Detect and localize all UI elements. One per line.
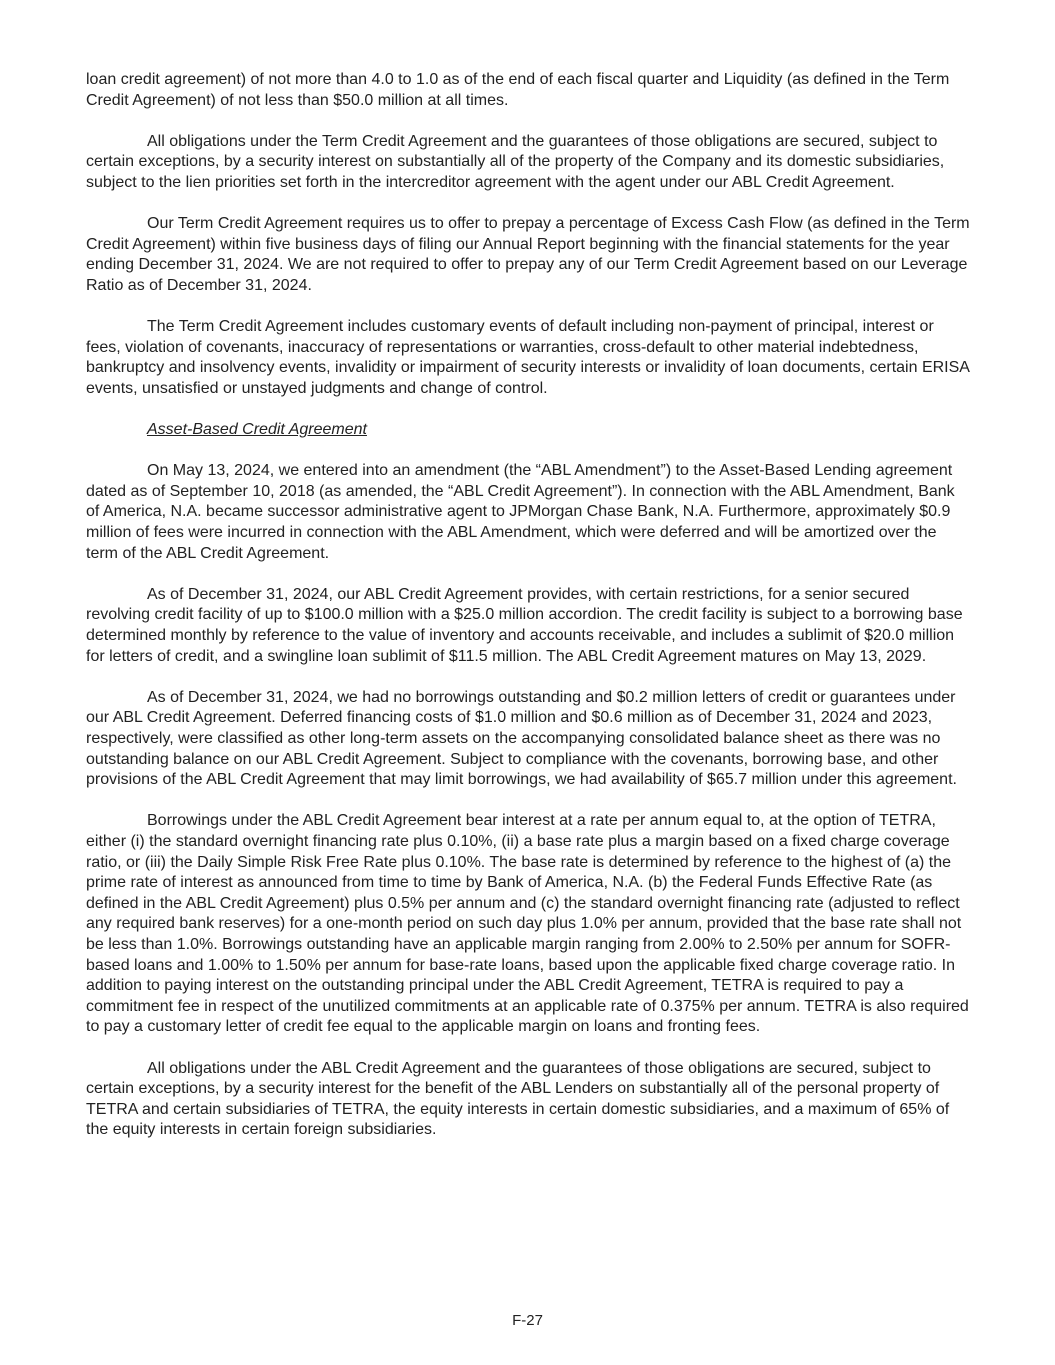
paragraph-term-covenants: loan credit agreement) of not more than 4.0 to 1.0 as of the end of each fiscal quarter and Liquidity (as defined in the Term Credit Agreement) of not less than $50.0 million at all times. — [86, 71, 950, 109]
paragraph-term-obligations-secured: All obligations under the Term Credit Agreement and the guarantees of those obligations are secured, subject to certain exceptions, by a security interest on substantially all of the property of the Company and its domestic subsidiaries, subject to the lien priorities set forth in the intercreditor agreement with the agent under our ABL Credit Agreement. — [86, 132, 945, 191]
paragraph-events-of-default: The Term Credit Agreement includes customary events of default including non-payment of principal, interest or fees, violation of covenants, inaccuracy of representations or warranties, cross-default to other material indebtedness, bankruptcy and insolvency events, invalidity or impairment of security interests or invalidity of loan documents, certain ERISA events, unsatisfied or unstayed judgments and change of control. — [86, 318, 970, 397]
paragraph-abl-interest-rates: Borrowings under the ABL Credit Agreement bear interest at a rate per annum equal to, at the option of TETRA, either (i) the standard overnight financing rate plus 0.10%, (ii) a base rate plus a margin based on a fixed charge coverage ratio, or (iii) the Daily Simple Risk Free Rate plus 0.10%. The base rate is determined by reference to the highest of (a) the prime rate of interest as announced from time to time by Bank of America, N.A. (b) the Federal Funds Effective Rate (as defined in the ABL Credit Agreement) plus 0.5% per annum and (c) the standard overnight financing rate (adjusted to reflect any required bank reserves) for a one-month period on such day plus 1.0% per annum, provided that the base rate shall not be less than 1.0%. Borrowings outstanding have an applicable margin ranging from 2.00% to 2.50% per annum for SOFR-based loans and 1.00% to 1.50% per annum for base-rate loans, based upon the applicable fixed charge coverage ratio. In addition to paying interest on the outstanding principal under the ABL Credit Agreement, TETRA is required to pay a commitment fee in respect of the unutilized commitments at an applicable rate of 0.375% per annum. TETRA is also required to pay a customary letter of credit fee equal to the applicable margin on loans and fronting fees. — [86, 812, 969, 1036]
paragraph-abl-facility-terms: As of December 31, 2024, our ABL Credit Agreement provides, with certain restrictions, for a senior secured revolving credit facility of up to $100.0 million with a $25.0 million accordion. The credit facility is subject to a borrowing base determined monthly by reference to the value of inventory and accounts receivable, and includes a sublimit of $20.0 million for letters of credit, and a swingline loan sublimit of $11.5 million. The ABL Credit Agreement matures on May 13, 2029. — [86, 585, 963, 665]
document-body — [86, 70, 972, 1161]
section-heading-asset-based-credit-agreement: Asset-Based Credit Agreement — [147, 421, 367, 439]
paragraph-excess-cash-flow: Our Term Credit Agreement requires us to offer to prepay a percentage of Excess Cash Flow (as defined in the Term Credit Agreement) within five business days of filing our Annual Report beginning with the financial statements for the year ending December 31, 2024. We are not required to offer to prepay any of our Term Credit Agreement based on our Leverage Ratio as of December 31, 2024. — [86, 215, 970, 294]
page-number: F-27 — [512, 1312, 543, 1329]
paragraph-abl-amendment: On May 13, 2024, we entered into an amendment (the “ABL Amendment”) to the Asset-Based Lending agreement dated as of September 10, 2018 (as amended, the “ABL Credit Agreement”). In connection with the ABL Amendment, Bank of America, N.A. became successor administrative agent to JPMorgan Chase Bank, N.A. Furthermore, approximately $0.9 million of fees were incurred in connection with the ABL Amendment, which were deferred and will be amortized over the term of the ABL Credit Agreement. — [86, 462, 955, 562]
paragraph-abl-obligations-secured: All obligations under the ABL Credit Agreement and the guarantees of those obligations are secured, subject to certain exceptions, by a security interest for the benefit of the ABL Lenders on substantially all of the personal property of TETRA and certain subsidiaries of TETRA, the equity interests in certain domestic subsidiaries, and a maximum of 65% of the equity interests in certain foreign subsidiaries. — [86, 1059, 950, 1139]
paragraph-abl-borrowings-outstanding: As of December 31, 2024, we had no borrowings outstanding and $0.2 million letters of credit or guarantees under our ABL Credit Agreement. Deferred financing costs of $1.0 million and $0.6 million as of December 31, 2024 and 2023, respectively, were classified as other long-term assets on the accompanying consolidated balance sheet as there was no outstanding balance on our ABL Credit Agreement. Subject to compliance with the covenants, borrowing base, and other provisions of the ABL Credit Agreement that may limit borrowings, we had availability of $65.7 million under this agreement. — [86, 688, 957, 789]
